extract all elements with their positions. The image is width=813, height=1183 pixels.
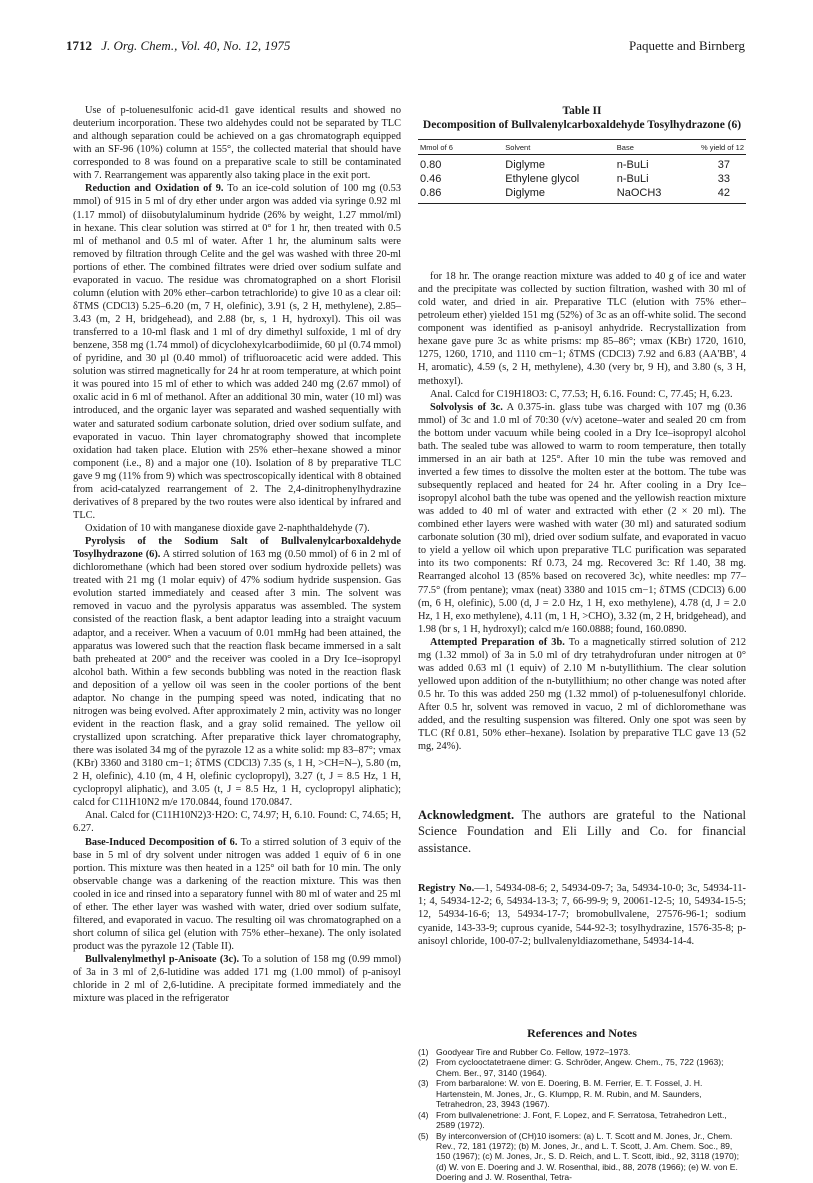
registry-heading: Registry No. xyxy=(418,883,475,894)
table-cell: 33 xyxy=(717,172,730,185)
paragraph-text: Anal. Calcd for (C11H10N2)3·H2O: C, 74.97; H, 6.10. Found: C, 74.65; H, 6.27. xyxy=(73,810,401,835)
table-header-solvent: Solvent xyxy=(503,139,615,154)
paragraph-heading: Pyrolysis of the Sodium Salt of Bullvalenylcarboxaldehyde Tosylhydrazone (6). xyxy=(73,536,401,561)
reference-text: Goodyear Tire and Rubber Co. Fellow, 1972–1973. xyxy=(436,1047,631,1057)
paragraph-text: for 18 hr. The orange reaction mixture was added to 40 g of ice and water and the precipitate was collected by suction filtration, washed with 30 ml of cold water, and dried in air. Preparative TLC (elution with 75% ether–petroleum ether) yielded 151 mg (52%) of 3c as an off-white solid. The second component was identified as p-anisoyl anhydride. Recrystallization from hexane gave pure 3c as white prisms: mp 85–86°; νmax (KBr) 1720, 1610, 1275, 1260, 1710, and 1110 cm−1; δTMS (CDCl3) 7.92 and 6.83 (AA'BB', 4 H, aromatic), 4.59 (s, 2 H, methylene), 4.30 (very br, 9 H), and 3.80 (s, 3 H, methoxyl). xyxy=(418,271,746,387)
reference-item xyxy=(418,1047,746,1057)
paragraph-heading: Reduction and Oxidation of 9. xyxy=(85,183,224,195)
table-header-yield: % yield of 12 xyxy=(687,139,746,154)
right-column xyxy=(418,270,746,753)
reference-text: From cyclooctatetraene dimer: G. Schröder, Angew. Chem., 75, 722 (1963); Chem. Ber., 97, 3140 (1964). xyxy=(436,1057,724,1078)
paragraph-heading: Solvolysis of 3c. xyxy=(430,401,503,413)
paragraph xyxy=(73,809,401,835)
table-cell: Diglyme xyxy=(505,158,545,171)
paragraph-text: A stirred solution of 163 mg (0.50 mmol) of 6 in 2 ml of dichloromethane (which had been stored over sodium hydroxide pellets) was treated with 21 mg (1 molar equiv) of 47% sodium hydride suspension. Gas evolution started immediately and ceased after 3 min. The solvent was removed in vacuo and the pyrolysis apparatus was assembled. The system consisted of the reaction flask, a bent adaptor leading into a straight vacuum adaptor, and a receiver. When a vacuum of 0.01 mmHg had been attained, the apparatus was lowered such that the reaction flask became immersed in a salt bath preheated at 200° and the receiver was cooled in a Dry Ice–isopropyl alcohol bath. Within a few seconds bubbling was noted in the reaction flask and deposition of a yellow oil was seen in the cooler portions of the bent adaptor. No change in the pumping speed was noted, indicating that no nitrogen was being evolved. After approximately 2 min, activity was no longer evident in the reaction flask, and a gray solid remained. The yellow oil crystallized upon scratching. After preparative thick layer chromatography, there was isolated 34 mg of the pyrazole 12 as a white solid: mp 83–87°; νmax (KBr) 3360 and 3180 cm−1; δTMS (CDCl3) 7.35 (s, 1 H, >CH=N–), 5.80 (m, 2 H, olefinic), 4.10 (m, 4 H, olefinic cyclopropyl), 3.27 (t, J = 8.5 Hz, 1 H, cyclopropyl aliphatic), and 3.05 (t, J = 8.5 Hz, 1 H, cyclopropyl aliphatic); calcd for C11H10N2 m/e 170.0844, found 170.0847. xyxy=(73,549,402,809)
reference-item xyxy=(418,1110,746,1131)
acknowledgment-heading: Acknowledgment. xyxy=(418,808,515,822)
references-title: References and Notes xyxy=(527,1026,637,1040)
paragraph xyxy=(73,953,401,1005)
paragraph xyxy=(418,636,746,754)
paragraph-text: To an ice-cold solution of 100 mg (0.53 mmol) of 915 in 5 ml of dry ether under argon was added via syringe 0.92 ml (1.17 mmol) of diisobutylaluminum hydride (26% by weight, 1.27 mmol/ml) in hexane. This clear solution was stirred at 0° for 1 hr, then treated with 0.5 ml of methanol and 0.5 ml of water. After 1 hr, the aluminum salts were removed by filtration through Celite and the gel was washed with three 20-ml portions of ether. The combined filtrates were dried over sodium sulfate and evaporated in vacuo. The residue was chromatographed on a short Florisil column (elution with 20% ether–carbon tetrachloride) to give 10 as a clear oil: δTMS (CDCl3) 5.25–6.20 (m, 7 H, olefinic), 3.91 (s, 2 H, methylene), 2.85–3.43 (m, 2 H, bridgehead), and 2.88 (br, s, 1 H, hydroxyl). This oil was transferred to a 10-ml flask and 1 ml of dry dimethyl sulfoxide, 1 ml of dry benzene, 358 mg (1.74 mmol) of dicyclohexylcarbodiimide, 60 µl (0.74 mmol) of pyridine, and 30 µl (0.40 mmol) of trifluoroacetic acid were added. This solution was stirred magnetically for 24 hr at room temperature, at which point it was poured into 15 ml of ether to which was added 240 mg (2.67 mmol) of oxalic acid in 6 ml of methanol. After an additional 30 min, water (10 ml) was introduced, and the organic layer was separated and washed sequentially with water and saturated sodium carbonate solution, dried over sodium sulfate, and evaporated in vacuo. Thin layer chromatography showed that incomplete oxidation had taken place. Elution with 25% ether–hexane showed a minor component (i.e., 8) and a major one (10). Isolation of 8 by preparative TLC gave 9 mg (11% from 9) which was spectroscopically identical with 8 obtained from acid-catalyzed rearrangement of 2. The 2,4-dinitrophenylhydrazine derivatives of 8 prepared by the two routes were also identical by infrared and TLC. xyxy=(73,183,401,521)
table-cell: 37 xyxy=(717,158,730,171)
table-row xyxy=(418,186,746,204)
paragraph-heading: Bullvalenylmethyl p-Anisoate (3c). xyxy=(85,954,240,966)
paragraph-text: To a stirred solution of 3 equiv of the base in 5 ml of dry solvent under nitrogen was added 1 equiv of 6 in one portion. This mixture was then heated in a 125° oil bath for 10 min. The only observable change was a darkening of the reaction mixture. This was then cooled in ice and rinsed into a separatory funnel with 80 ml of water and 25 ml of ether. The ether layer was washed with water, dried over sodium sulfate, filtered, and evaporated in vacuo. The resulting oil was chromatographed on a short column of silica gel (elution with 75% ether–hexane). The only isolated product was the pyrazole 12 (Table II). xyxy=(73,836,401,952)
paragraph xyxy=(73,182,401,522)
reference-number: (3) xyxy=(418,1078,429,1089)
paragraph-text: Anal. Calcd for C19H18O3: C, 77.53; H, 6.16. Found: C, 77.45; H, 6.23. xyxy=(430,388,733,400)
reference-number: (5) xyxy=(418,1130,429,1141)
table-grid xyxy=(418,139,746,204)
paragraph-text: To a solution of 158 mg (0.99 mmol) of 3a in 3 ml of 2,6-lutidine was added 171 mg (1.00 mmol) of p-anisoyl chloride in 2 ml of 2,6-lutidine. A precipitate formed immediately and the mixture was placed in the refrigerator xyxy=(73,954,401,1005)
table-header-mmol: Mmol of 6 xyxy=(418,139,503,154)
table-cell: Ethylene glycol xyxy=(505,172,580,185)
paragraph xyxy=(73,836,401,954)
table-header-row xyxy=(418,139,746,154)
paragraph xyxy=(73,522,401,535)
reference-item xyxy=(418,1078,746,1109)
paragraph xyxy=(73,535,401,809)
table-ii xyxy=(418,104,746,204)
paragraph-heading: Base-Induced Decomposition of 6. xyxy=(85,836,238,848)
table-cell: 0.46 xyxy=(420,172,442,185)
table-cell: n-BuLi xyxy=(616,172,649,185)
paragraph-text: Use of p-toluenesulfonic acid-d1 gave identical results and showed no deuterium incorporation. These two aldehydes could not be separated by TLC and although separation could be achieved on a gas chromatograph equipped with an SF-96 (10%) column at 155°, the collected material that should have corresponded to 8 was found on a preparative scale to still be contaminated with 7. Rearrangement was apparently also taking place in the exit port. xyxy=(73,105,401,182)
reference-number: (4) xyxy=(418,1109,429,1120)
table-row xyxy=(418,154,746,172)
journal-citation: J. Org. Chem., Vol. 40, No. 12, 1975 xyxy=(101,38,291,53)
table-cell: 0.86 xyxy=(418,186,503,204)
table-cell: NaOCH3 xyxy=(615,186,687,204)
table-label: Table II xyxy=(562,105,602,117)
table-title: Decomposition of Bullvalenylcarboxaldehyde Tosylhydrazone (6) xyxy=(422,119,742,132)
table-header-base: Base xyxy=(615,139,687,154)
paragraph-text: A 0.375-in. glass tube was charged with 107 mg (0.36 mmol) of 3c and 1.0 ml of 70:30 (v/v) acetone–water and sealed 20 cm from the bottom under vacuum while being cooled in a Dry Ice–isopropyl alcohol bath. The sealed tube was allowed to warm to room temperature, then totally immersed in an air bath at 125°. After 10 min the tube was removed and inverted a few times to dissolve the molten ester at the bottom. The tube was subsequently replaced and heated for 24 hr. After cooling in a Dry Ice–isopropyl alcohol bath the tube was opened and the yellowish reaction mixture was added to 40 ml of water and extracted with ether (2 × 20 ml). The combined ether layers were washed with water (30 ml) and saturated sodium carbonate solution (30 ml), dried over sodium sulfate, and evaporated in vacuo to yield a yellow oil which upon preparative TLC purification was separated into its two components: Rf 0.73, 24 mg. Recovered 3c: Rf 1.40, 38 mg. Rearranged alcohol 13 (85% based on recovered 3c), white needles: mp 77–77.5° (from pentane); νmax (neat) 3380 and 1015 cm−1; δTMS (CDCl3) 6.00 (m, 6 H, olefinic), 5.00 (d, J = 2.0 Hz, 1 H, exo methylene), 4.78 (d, J = 2.0 Hz, 1 H, exo methylene), 4.11 (m, 1 H, >CHO), 3.32 (m, 2 H, bridgehead), and 1.98 (br s, 1 H, hydroxyl); calcd m/e 160.0888; found, 160.0890. xyxy=(418,401,747,635)
left-column xyxy=(73,104,401,1005)
registry-text: —1, 54934-08-6; 2, 54934-09-7; 3a, 54934-10-0; 3c, 54934-11-1; 4, 54934-12-2; 6, 54934-13-3; 7, 66-99-9; 9, 20061-12-5; 10, 54934-15-5; 12, 54934-16-6; 13, 54934-17-7; bromobullvalene, 27576-96-1; sodium cyanide, 143-33-9; cuprous cyanide, 544-92-3; tosylhydrazine, 1576-35-8; p-anisoyl chloride, 100-07-2; bullvalenyldiazomethane, 54934-14-4. xyxy=(418,883,746,947)
acknowledgment-text: The authors are grateful to the National Science Foundation and Eli Lilly and Co. for financial assistance. xyxy=(418,808,746,855)
reference-text: From bullvalenetrione: J. Font, F. Lopez, and F. Serratosa, Tetrahedron Lett., 2589 (1972). xyxy=(436,1109,727,1131)
table-cell: 0.80 xyxy=(420,158,442,171)
reference-item xyxy=(418,1057,746,1078)
paragraph xyxy=(418,388,746,401)
acknowledgment xyxy=(418,807,746,856)
paragraph xyxy=(73,104,401,182)
table-row xyxy=(418,172,746,186)
page-number: 1712 xyxy=(66,38,92,53)
table-cell: Diglyme xyxy=(503,186,615,204)
reference-text: By interconversion of (CH)10 isomers: (a) L. T. Scott and M. Jones, Jr., Chem. Rev., 72, 181 (1972); (b) M. Jones, Jr., and L. T. Scott, J. Am. Chem. Soc., 89, 150 (1967); (c) M. Jones, Jr., S. D. Reich, and L. T. Scott, ibid., 92, 3118 (1970); (d) W. von E. Doering and J. W. Rosenthal, ibid., 88, 2078 (1966); (e) W. von E. Doering and J. W. Rosenthal, Tetra- xyxy=(436,1130,739,1183)
paragraph xyxy=(418,401,746,636)
paragraph-text: To a magnetically stirred solution of 212 mg (1.32 mmol) of 3a in 5.0 ml of dry tetrahydrofuran under nitrogen at 0° was added 0.63 ml (1 equiv) of 2.10 M n-butyllithium. The clear solution yellowed upon addition of the n-butyllithium; no other change was noted after 0.5 hr. To this was added 250 mg (1.32 mmol) of p-toluenesulfonyl chloride. After 0.5 hr, solvent was removed in vacuo, 2 ml of dichloromethane was added, and the resulting suspension was filtered. Only one spot was seen by TLC (Rf 0.81, 50% ether–hexane). Isolation by preparative TLC gave 13 (52 mg, 24%). xyxy=(418,636,746,753)
reference-number: (2) xyxy=(418,1057,429,1068)
header-left xyxy=(66,38,290,54)
paragraph-heading: Attempted Preparation of 3b. xyxy=(430,636,565,648)
paragraph xyxy=(418,270,746,388)
references-list xyxy=(418,1047,746,1183)
reference-item xyxy=(418,1131,746,1183)
registry-numbers xyxy=(418,882,746,948)
header-authors: Paquette and Birnberg xyxy=(628,38,745,53)
page-header xyxy=(66,38,745,58)
reference-number: (1) xyxy=(418,1047,429,1057)
table-cell: 42 xyxy=(687,186,746,204)
reference-text: From barbaralone: W. von E. Doering, B. M. Ferrier, E. T. Fossel, J. H. Hartenstein, M. Jones, Jr., G. Klumpp, R. M. Rubin, and M. Saunders, Tetrahedron, 23, 3943 (1967). xyxy=(436,1078,703,1110)
paragraph-text: Oxidation of 10 with manganese dioxide gave 2-naphthaldehyde (7). xyxy=(85,523,370,534)
table-cell: n-BuLi xyxy=(616,158,649,171)
